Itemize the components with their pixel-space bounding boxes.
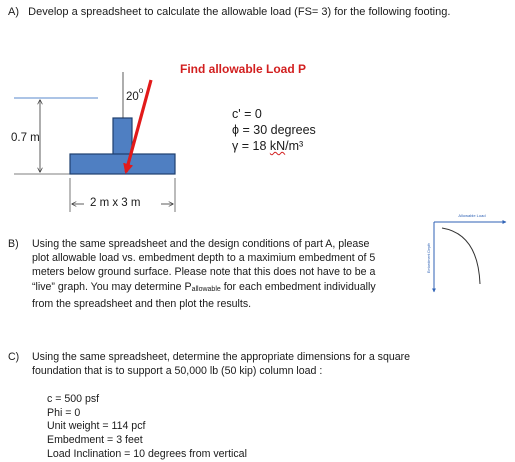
part-a-text: Develop a spreadsheet to calculate the allowable load (FS= 3) for the following footing. <box>28 6 451 18</box>
cohesion-value: c' = 0 <box>232 107 262 121</box>
find-load-title: Find allowable Load P <box>180 62 307 76</box>
part-c-value: Unit weight = 114 pcf <box>47 420 146 433</box>
part-c-value: Embedment = 3 feet <box>47 434 143 447</box>
part-a-label: A) <box>8 6 19 18</box>
mini-load-depth-graph <box>426 206 512 296</box>
part-c-label: C) <box>8 351 20 363</box>
unit-weight-value: γ = 18 kN/m³ <box>232 139 304 153</box>
part-c-values <box>47 393 247 462</box>
part-c-value: Phi = 0 <box>47 406 81 419</box>
depth-label: 0.7 m <box>11 132 40 144</box>
part-b-label: B) <box>8 238 19 250</box>
graph-curve <box>442 228 480 284</box>
soil-parameters <box>232 106 316 154</box>
angle-label: 20$^o$ <box>126 86 144 103</box>
footing-slab <box>70 154 175 174</box>
graph-y-label: Embedment Depth <box>427 243 431 273</box>
footing-column <box>113 118 132 155</box>
footing-diagram <box>0 0 200 220</box>
friction-angle-value: ϕ = 30 degrees <box>232 123 316 137</box>
graph-x-label: Allowable Load <box>458 213 486 218</box>
part-c-value: c = 500 psf <box>47 393 100 405</box>
part-b-text: Using the same spreadsheet and the design conditions of part A, please plot allowable load vs. embedment depth to a maximium embedment of 5 meters below ground surface. Please note that this does not have to be a “live” graph. You may determine $P_{allowable}$ for each embedment individually from the spreadsheet and then plot the results. <box>32 238 376 310</box>
part-c-value: Load Inclination = 10 degrees from vertical <box>47 447 247 460</box>
width-label: 2 m x 3 m <box>90 197 141 209</box>
part-c-text: Using the same spreadsheet, determine the appropriate dimensions for a square foundation that is to support a 50,000 lb (50 kip) column load : <box>32 351 411 378</box>
